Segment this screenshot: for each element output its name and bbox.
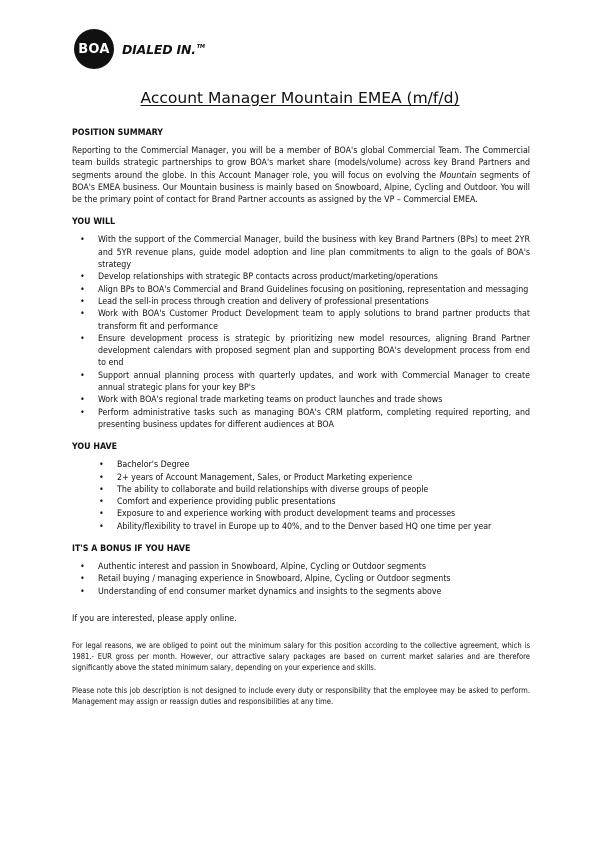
bullet-icon: • [80, 370, 85, 381]
bullet-icon: • [99, 472, 104, 483]
bullet-icon: • [99, 484, 104, 495]
you-will-list [72, 234, 530, 431]
list-item: • Ensure development process is strategic by prioritizing new model resources, aligning Brand Partner development calendars with proposed segment plan and supporting BOA's development process from end to end [80, 333, 530, 369]
bullet-icon: • [80, 272, 85, 283]
bullet-icon: • [80, 407, 85, 418]
list-item: • Authentic interest and passion in Snowboard, Alpine, Cycling or Outdoor segments [80, 562, 427, 573]
list-item: • Lead the sell-in process through creation and delivery of professional presentations [80, 296, 429, 307]
section-heading-bonus: IT'S A BONUS IF YOU HAVE [72, 544, 191, 555]
list-item: • The ability to collaborate and build relationships with diverse groups of people [99, 484, 429, 495]
list-item: • Develop relationships with strategic BP contacts across product/marketing/operations [80, 272, 438, 283]
bullet-icon: • [80, 574, 85, 585]
apply-text: If you are interested, please apply online. [72, 613, 237, 624]
trademark-mark: TM [196, 44, 205, 51]
bullet-icon: • [99, 521, 104, 532]
list-item: • 2+ years of Account Management, Sales, or Product Marketing experience [99, 472, 413, 483]
bullet-icon: • [99, 497, 104, 508]
legal-notice: For legal reasons, we are obliged to point out the minimum salary for this position according to the collective agreement, which is 1981.- EUR gross per month. However, our attractive salary packages are based on current market salaries and are therefore significantly above the stated minimum salary, depending on your experience and skills. [72, 641, 530, 673]
bullet-icon: • [80, 562, 85, 573]
list-item: • With the support of the Commercial Manager, build the business with key Brand Partners (BPs) to meet 2YR and 5YR revenue plans, guide model adoption and line plan commitments to align to the goals of BOA's strategy [80, 235, 530, 271]
bullet-icon: • [99, 460, 104, 471]
section-heading-you-will: YOU WILL [72, 217, 116, 228]
list-item: • Understanding of end consumer market dynamics and insights to the segments above [80, 586, 442, 597]
bullet-icon: • [80, 284, 85, 295]
list-item: • Comfort and experience providing public presentations [99, 497, 336, 508]
page-title: Account Manager Mountain EMEA (m/f/d) [140, 89, 460, 107]
bullet-icon: • [80, 296, 85, 307]
list-item: • Retail buying / managing experience in Snowboard, Alpine, Cycling or Outdoor segments [80, 574, 451, 585]
disclaimer-notice: Please note this job description is not designed to include every duty or responsibility that the employee may be asked to perform. Management may assign or reassign duties and responsibilities at any time. [72, 686, 530, 707]
list-item: • Exposure to and experience working with product development teams and processes [99, 509, 456, 520]
position-summary-text: Reporting to the Commercial Manager, you will be a member of BOA's global Commercial Team. The Commercial team builds strategic partnerships to grow BOA's market share (models/volume) across key Brand Partners and segments around the globe. In this Account Manager role, you will focus on evolving the Mountain segments of BOA's EMEA business. Our Mountain business is mainly based on Snowboard, Alpine, Cycling and Outdoor. You will be the primary point of contact for Brand Partner accounts as assigned by the VP – Commercial EMEA. [72, 146, 530, 206]
list-item: • Ability/flexibility to travel in Europe up to 40%, and to the Denver based HQ one time per year [99, 521, 492, 532]
boa-logo-mark: BOA [74, 29, 114, 69]
list-item: • Support annual planning process with quarterly updates, and work with Commercial Manager to create annual strategic plans for your key BP's [80, 370, 530, 394]
boa-logo [74, 29, 205, 69]
list-item: • Perform administrative tasks such as managing BOA's CRM platform, completing required reporting, and presenting business updates for different audiences at BOA [80, 407, 530, 430]
bullet-icon: • [80, 586, 85, 597]
list-item: • Work with BOA's Customer Product Development team to apply solutions to brand partner products that transform fit and performance [80, 309, 530, 332]
document-body [72, 127, 530, 707]
bullet-icon: • [80, 333, 85, 344]
bullet-icon: • [80, 395, 85, 406]
section-heading-position-summary: POSITION SUMMARY [72, 128, 163, 138]
you-have-list [72, 459, 530, 533]
bullet-icon: • [80, 309, 85, 320]
bonus-list [72, 561, 530, 598]
list-item: • Bachelor's Degree [99, 460, 190, 471]
logo-tagline: DIALED IN.™ [122, 41, 205, 57]
list-item: • Align BPs to BOA's Commercial and Brand Guidelines focusing on positioning, representation and messaging [80, 284, 529, 295]
list-item: • Work with BOA's regional trade marketing teams on product launches and trade shows [80, 395, 443, 406]
bullet-icon: • [99, 509, 104, 520]
section-heading-you-have: YOU HAVE [72, 442, 118, 453]
bullet-icon: • [80, 235, 85, 246]
